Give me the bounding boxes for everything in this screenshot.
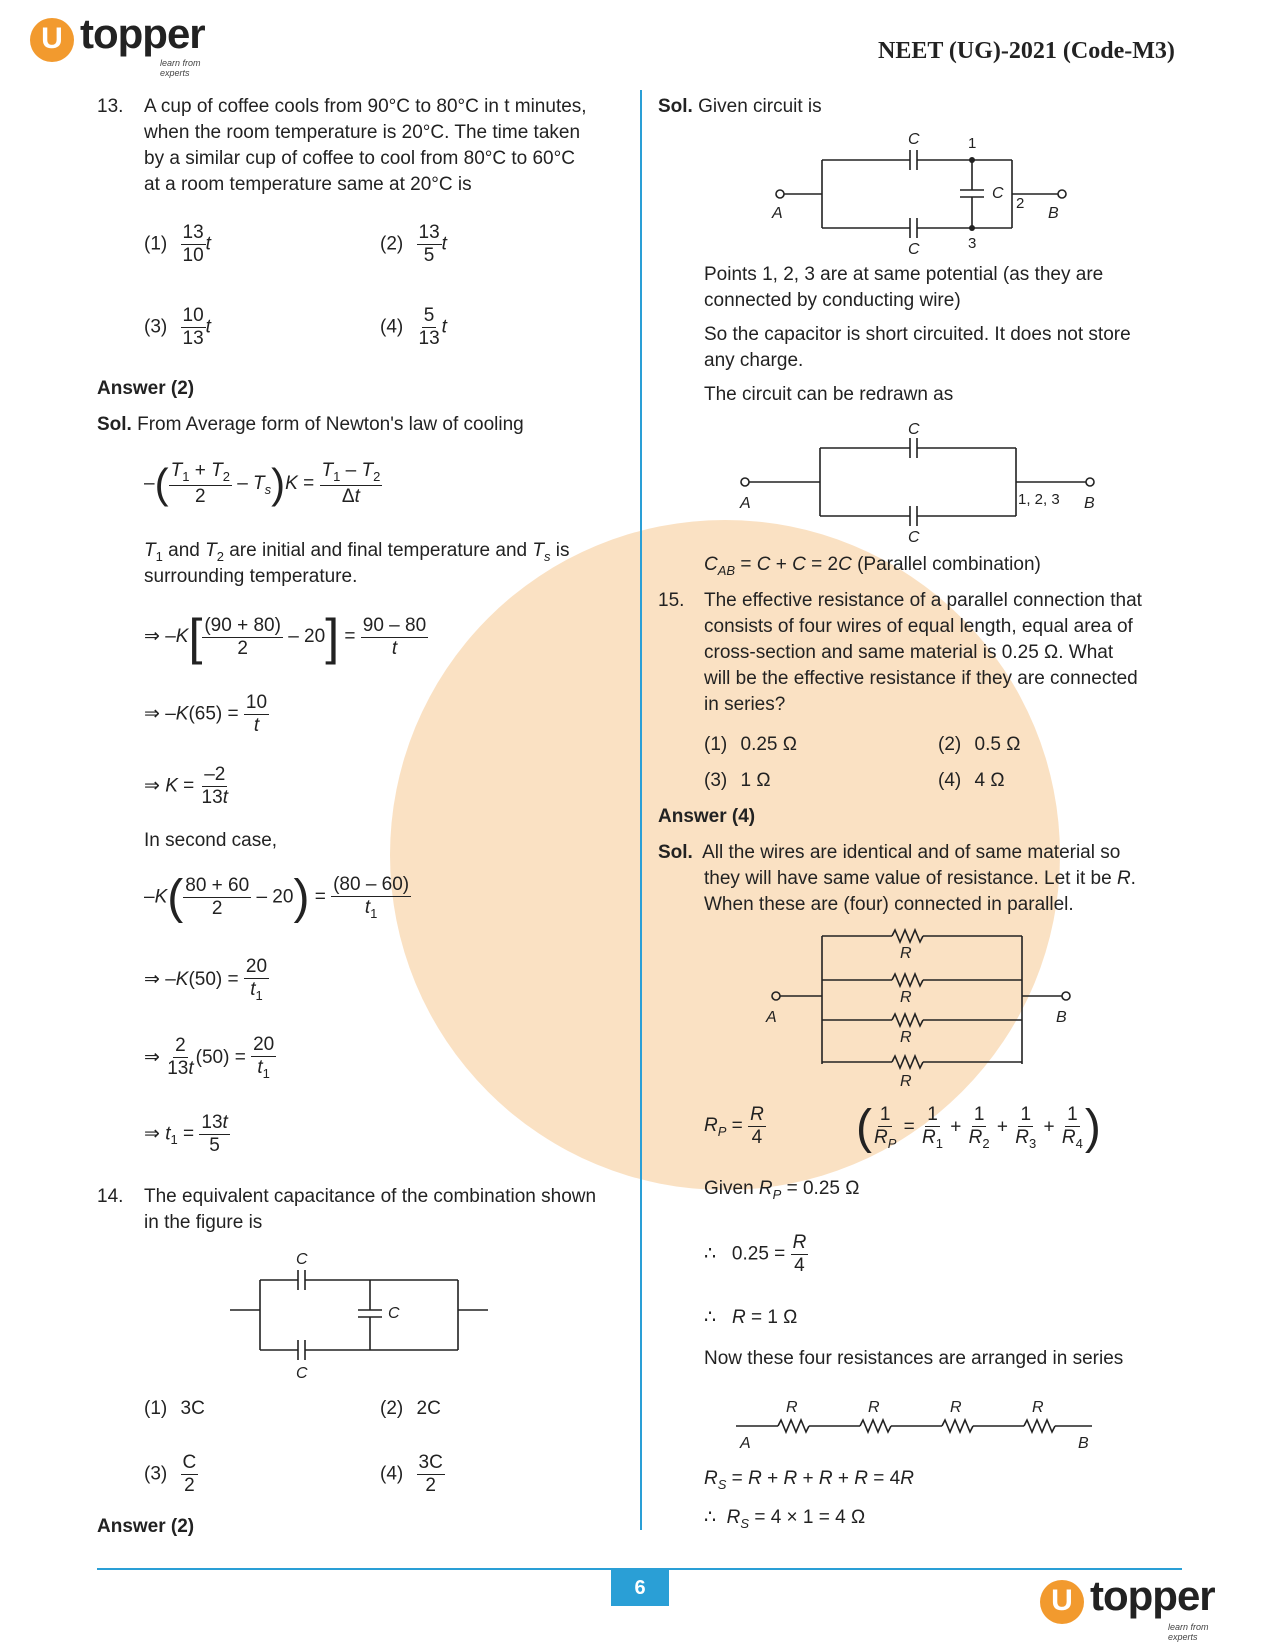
q13-line: A cup of coffee cools from 90°C to 80°C in t minutes,	[144, 96, 587, 117]
q14-explain: So the capacitor is short circuited. It does not store	[704, 324, 1131, 345]
q14-explain: Points 1, 2, 3 are at same potential (as they are	[704, 264, 1104, 285]
q13-option-4[interactable]: (4) $\frac{5}{13}$ t	[380, 305, 447, 349]
column-divider	[640, 90, 642, 1530]
option-label: (2)	[380, 233, 404, 255]
q15-rs-value: ∴ $R_S = 4 \times 1 = 4$ Ω	[704, 1507, 866, 1531]
svg-text:A: A	[740, 495, 751, 512]
footer-topper-logo	[1040, 1572, 1240, 1642]
q15-option-4[interactable]	[938, 770, 1005, 792]
q14-option-4[interactable]	[380, 1452, 445, 1497]
equation-r-solve: ∴ 0.25 = $\frac{R}{4}$	[704, 1232, 807, 1276]
q15-series-circuit	[736, 1396, 1096, 1452]
option-label: (2)	[380, 1398, 404, 1419]
q14-option-2[interactable]	[380, 1398, 441, 1420]
q15-sol-line: When these are (four) connected in parallel.	[704, 894, 1074, 915]
logo-u-icon: U	[1040, 1580, 1084, 1624]
denominator: 13	[182, 327, 204, 349]
option-label: (3)	[144, 1463, 168, 1485]
q15-sol-line: they will have same value of resistance. Let it be R.	[704, 868, 1136, 889]
option-value: 0.25 Ω	[740, 734, 797, 755]
logo-u-icon: U	[30, 18, 74, 62]
sol-text: Given circuit is	[698, 96, 822, 117]
numerator: 13	[182, 222, 204, 243]
q14-option-1[interactable]	[144, 1398, 205, 1420]
numerator: 5	[423, 305, 435, 326]
logo-tagline: learn from experts	[1168, 1622, 1209, 1642]
sol-label: Sol.	[658, 842, 693, 863]
q15-option-3[interactable]	[704, 770, 771, 792]
option-value: 2C	[416, 1398, 441, 1419]
logo-tagline: learn from experts	[160, 58, 201, 78]
option-value: 3C	[180, 1398, 205, 1419]
sol-text: All the wires are identical and of same material so	[702, 842, 1121, 863]
second-case-label: In second case,	[144, 830, 278, 851]
svg-text:B: B	[1056, 1009, 1067, 1026]
q14-number: 14.	[97, 1186, 124, 1207]
q14-explain: any charge.	[704, 350, 804, 371]
svg-text:R: R	[900, 1029, 912, 1046]
equation-step-3: ⇒ K = $\frac{-2}{13t}$	[144, 764, 228, 808]
svg-text:C: C	[908, 421, 920, 438]
q14-line: The equivalent capacitance of the combination shown	[144, 1186, 597, 1207]
q14-answer: Answer (2)	[97, 1516, 195, 1537]
logo-text: topper	[80, 10, 205, 57]
svg-text:1: 1	[968, 135, 977, 152]
equation-step-6: ⇒ $\frac{2}{13t}$ (50) = $\frac{20}{t_1}$	[144, 1034, 275, 1081]
numerator: C	[182, 1452, 197, 1473]
svg-text:R: R	[786, 1399, 798, 1416]
svg-text:C: C	[992, 185, 1004, 202]
q13-option-3[interactable]: (3) $\frac{10}{13}$ t	[144, 305, 211, 349]
svg-text:R: R	[900, 989, 912, 1006]
logo-text: topper	[1090, 1572, 1215, 1619]
sol-label: Sol.	[658, 96, 693, 117]
q13-note-line: $T_1$ and $T_2$ are initial and final temperature and $T_s$ is	[144, 540, 570, 564]
topper-logo	[30, 10, 230, 78]
option-label: (4)	[938, 770, 962, 791]
equation-step-4: –K( $\frac{80 + 60}{2}$ – 20) = $\frac{(80 - 60)}{t_1}$	[144, 871, 410, 924]
q14-option-3[interactable]	[144, 1452, 198, 1497]
q15-answer: Answer (4)	[658, 806, 756, 827]
option-value: 4 Ω	[974, 770, 1005, 791]
numerator: 3C	[418, 1452, 443, 1473]
option-label: (4)	[380, 316, 404, 338]
q14-explain: connected by conducting wire)	[704, 290, 961, 311]
svg-text:C: C	[908, 241, 920, 258]
svg-text:R: R	[868, 1399, 880, 1416]
numerator: 13	[418, 222, 440, 243]
q15-line: in series?	[704, 694, 786, 715]
svg-text:B: B	[1078, 1435, 1089, 1452]
equation-rp: $R_P$ = $\frac{R}{4}$	[704, 1104, 764, 1148]
denominator: 2	[184, 1474, 195, 1496]
q13-note-line-2: surrounding temperature.	[144, 566, 358, 587]
q13-option-2[interactable]: (2) $\frac{13}{5}$ t	[380, 222, 447, 266]
svg-text:R: R	[950, 1399, 962, 1416]
q15-option-2[interactable]	[938, 734, 1020, 756]
q15-line: cross-section and same material is 0.25 Ω. What	[704, 642, 1114, 663]
option-label: (1)	[144, 1398, 168, 1419]
equation-parallel-formula: ( $\frac{1}{R_P}$ = $\frac{1}{R_1}$ + $\frac{1}{R_2}$ + $\frac{1}{R_3}$ + $\frac{1}{R_4}$ )	[856, 1101, 1101, 1154]
svg-text:C: C	[296, 1251, 308, 1268]
equation-step-5: ⇒ –K(50) = $\frac{20}{t_1}$	[144, 956, 268, 1003]
denominator: 2	[425, 1474, 436, 1496]
option-value: 0.5 Ω	[974, 734, 1021, 755]
q15-series-text: Now these four resistances are arranged in series	[704, 1348, 1124, 1369]
q15-parallel-circuit	[766, 924, 1086, 1094]
equation-step-1: ⇒ –K[ $\frac{(90 + 80)}{2}$ – 20] = $\frac{90 - 80}{t}$	[144, 609, 427, 665]
svg-text:C: C	[908, 529, 920, 546]
q14-solution-intro	[658, 96, 822, 118]
q15-option-1[interactable]	[704, 734, 797, 756]
exam-title: NEET (UG)-2021 (Code-M3)	[878, 38, 1175, 64]
option-label: (3)	[144, 316, 168, 338]
svg-text:R: R	[900, 1073, 912, 1090]
svg-text:3: 3	[968, 235, 977, 252]
q15-line: The effective resistance of a parallel connection that	[704, 590, 1142, 611]
equation-step-7: ⇒ $t_1$ = $\frac{13t}{5}$	[144, 1112, 228, 1156]
equation-step-2: ⇒ –K(65) = $\frac{10}{t}$	[144, 692, 268, 736]
q13-solution-intro	[97, 414, 524, 436]
page-number: 6	[611, 1570, 669, 1606]
svg-text:A: A	[772, 205, 783, 222]
q14-line: in the figure is	[144, 1212, 263, 1233]
q15-solution-intro	[658, 842, 1120, 864]
svg-text:A: A	[766, 1009, 777, 1026]
svg-text:C: C	[908, 131, 920, 148]
svg-text:B: B	[1048, 205, 1059, 222]
q15-line: consists of four wires of equal length, equal area of	[704, 616, 1133, 637]
denominator: 10	[182, 244, 204, 266]
q15-number: 15.	[658, 590, 685, 611]
q14-given-circuit	[770, 130, 1070, 258]
option-label: (2)	[938, 734, 962, 755]
q14-circuit-diagram	[230, 1250, 490, 1380]
sol-label: Sol.	[97, 414, 132, 435]
svg-text:R: R	[900, 945, 912, 962]
numerator: 10	[182, 305, 204, 326]
option-label: (4)	[380, 1463, 404, 1485]
svg-text:C: C	[388, 1305, 400, 1322]
q15-given: Given $R_P = 0.25$ Ω	[704, 1178, 860, 1202]
option-label: (1)	[144, 233, 168, 255]
svg-text:C: C	[296, 1365, 308, 1382]
svg-text:2: 2	[1016, 195, 1025, 212]
sol-text: From Average form of Newton's law of cooling	[137, 414, 524, 435]
q13-line: by a similar cup of coffee to cool from 80°C to 60°C	[144, 148, 575, 169]
option-label: (1)	[704, 734, 728, 755]
q13-number: 13.	[97, 96, 124, 117]
svg-text:1, 2, 3: 1, 2, 3	[1018, 491, 1060, 508]
q14-result: $C_{AB} = C + C = 2C$ (Parallel combination)	[704, 554, 1041, 578]
denominator: 5	[423, 244, 435, 266]
q13-line: when the room temperature is 20°C. The time taken	[144, 122, 581, 143]
q14-explain: The circuit can be redrawn as	[704, 384, 954, 405]
q15-r-result: ∴ R = 1 Ω	[704, 1307, 798, 1328]
q13-option-1[interactable]: (1) $\frac{13}{10}$ t	[144, 222, 211, 266]
q14-redrawn-circuit	[740, 421, 1100, 546]
option-label: (3)	[704, 770, 728, 791]
svg-text:B: B	[1084, 495, 1095, 512]
option-value: 1 Ω	[740, 770, 771, 791]
svg-text:A: A	[740, 1435, 751, 1452]
equation-newton: –( $\frac{T_1 + T_2}{2}$ – $T_s)K$ = $\frac{T_1 - T_2}{\Delta t}$	[144, 460, 381, 507]
q15-line: will be the effective resistance if they are connected	[704, 668, 1138, 689]
q13-line: at a room temperature same at 20°C is	[144, 174, 472, 195]
denominator: 13	[418, 327, 440, 349]
q13-answer: Answer (2)	[97, 378, 195, 399]
svg-text:R: R	[1032, 1399, 1044, 1416]
q15-rs: $R_S = R + R + R + R = 4R$	[704, 1468, 914, 1492]
